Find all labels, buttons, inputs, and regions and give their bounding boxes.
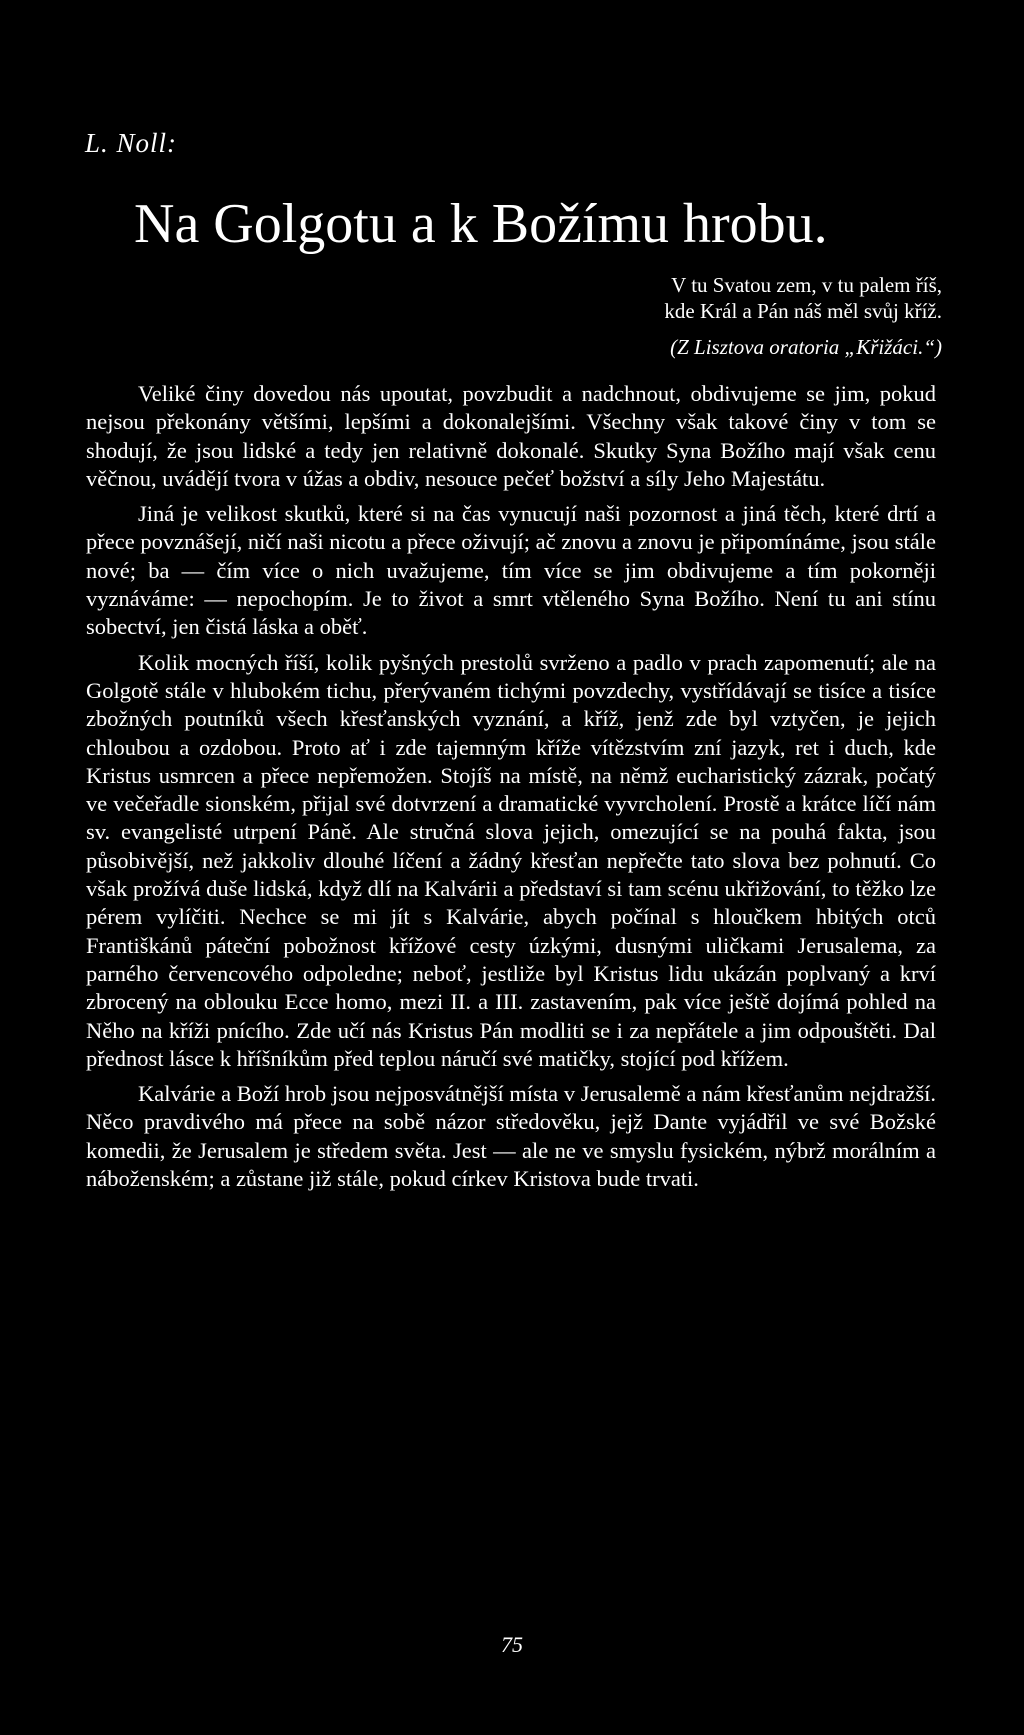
paragraph-4: Kalvárie a Boží hrob jsou nejposvátnější místa v Jerusalemě a nám křesťanům nejdražší. Něco pravdivého má přece na sobě názor středověku, jejž Dante vyjádřil ve své Božské komedii, že Jerusalem je středem světa. Jest — ale ne ve smyslu fysickém, nýbrž morálním a náboženském; a zůstane již stále, pokud církev Kristova bude trvati. bbox=[86, 1081, 936, 1192]
epigraph-line-2: kde Král a Pán náš měl svůj kříž. bbox=[664, 299, 942, 323]
paragraph-3: Kolik mocných říší, kolik pyšných prestolů svrženo a padlo v prach zapomenutí; ale na Golgotě stále v hlubokém tichu, přerývaném tichými povzdechy, vystřídávají se tisíce a tisíce zbožných poutníků všech křesťanských vyznání, a kříž, jenž zde byl vztyčen, je jejich chloubou a ozdobou. Proto ať i zde tajemným kříže vítězstvím zní jazyk, ret i duch, kde Kristus usmrcen a přece nepřemožen. Stojíš na místě, na němž eucharistický zázrak, počatý ve večeřadle sionském, přijal své dotvrzení a dramatické vyvrcholení. Prostě a krátce líčí nám sv. evangelisté utrpení Páně. Ale stručná slova jejich, omezující se na pouhá fakta, jsou působivější, než jakkoliv dlouhé líčení a žádný křesťan nepřečte tato slova bez pohnutí. Co však prožívá duše lidská, když dlí na Kalvárii a představí si tam scénu ukřižování, to těžko lze pérem vylíčiti. Nechce se mi jít s Kalvárie, abych počínal s hloučkem hbitých otců Františkánů páteční pobožnost křížové cesty úzkými, dusnými uličkami Jerusalema, za parného červencového odpoledne; neboť, jestliže byl Kristus lidu ukázán poplvaný a krví zbrocený na oblouku Ecce homo, mezi II. a III. zastavením, pak více ještě dojímá pohled na Něho na kříži pnícího. Zde učí nás Kristus Pán modliti se i za nepřátele a jim odpouštěti. Dal přednost lásce k hříšníkům před teplou náručí své matičky, stojící pod křížem. bbox=[86, 649, 936, 1071]
epigraph-line-1: V tu Svatou zem, v tu palem říš, bbox=[671, 273, 942, 297]
chapter-title: Na Golgotu a k Božímu hrobu. bbox=[134, 193, 828, 255]
epigraph bbox=[664, 272, 942, 360]
page-number: 75 bbox=[501, 1632, 523, 1657]
epigraph-source: (Z Lisztova oratoria „Křižáci.“) bbox=[670, 335, 942, 359]
paragraph-2: Jiná je velikost skutků, které si na čas vynucují naši pozornost a jiná těch, které drtí a přece povznášejí, ničí naši nicotu a přece oživují; ač znovu a znovu je připomínáme, jsou stále nové; ba — čím více o nich uvažujeme, tím více se jim obdivujeme a tím pokorněji vyznáváme: — nepochopím. Je to život a smrt vtěleného Syna Božího. Není tu ani stínu sobectví, jen čistá láska a oběť. bbox=[86, 501, 936, 640]
paragraph-1: Veliké činy dovedou nás upoutat, povzbudit a nadchnout, obdivujeme se jim, pokud nejsou překonány většími, lepšími a dokonalejšími. Všechny však takové činy v tom se shodují, že jsou lidské a tedy jen relativně dokonalé. Skutky Syna Božího mají však cenu věčnou, uvádějí tvora v úžas a obdiv, nesouce pečeť božství a síly Jeho Majestátu. bbox=[86, 381, 936, 491]
body-text bbox=[86, 380, 936, 1200]
author-name: L. Noll: bbox=[85, 128, 178, 158]
